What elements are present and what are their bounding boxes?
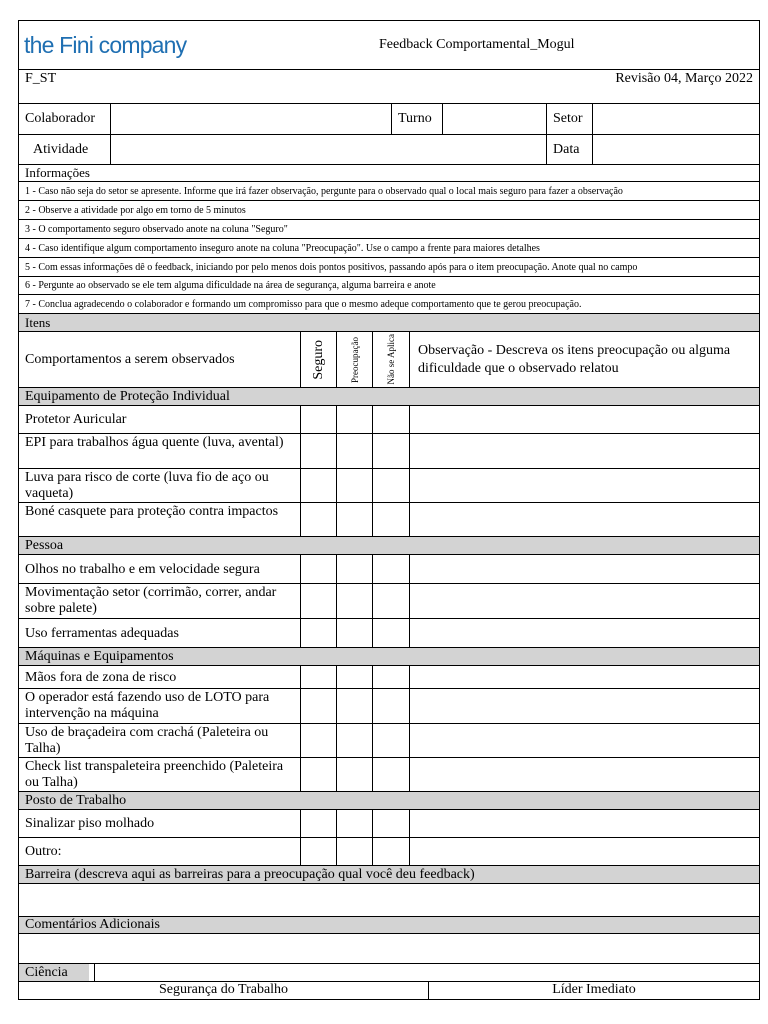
table-row	[18, 689, 760, 724]
setor-label: Setor	[546, 104, 592, 134]
data-field[interactable]	[592, 135, 759, 164]
observacao-field[interactable]	[409, 666, 759, 688]
observacao-field[interactable]	[409, 619, 759, 647]
check-nao-aplica[interactable]	[372, 555, 409, 583]
behavior-label: Movimentação setor (corrimão, correr, andar sobre palete)	[25, 585, 277, 616]
behavior-label: Olhos no trabalho e em velocidade segura	[25, 561, 260, 577]
table-row	[18, 434, 760, 469]
check-seguro[interactable]	[300, 619, 336, 647]
check-nao-aplica[interactable]	[372, 838, 409, 865]
observacao-field[interactable]	[409, 503, 759, 536]
setor-field[interactable]	[592, 104, 759, 134]
comentarios-title-row	[18, 917, 760, 934]
observacao-field[interactable]	[409, 689, 759, 723]
check-seguro[interactable]	[300, 758, 336, 791]
behavior-label: EPI para trabalhos água quente (luva, avental)	[25, 435, 284, 450]
section-title-row	[18, 792, 760, 810]
behavior-label: Uso ferramentas adequadas	[25, 625, 179, 641]
info-line: 6 - Pergunte ao observado se ele tem alguma dificuldade na área de segurança, alguma barreira e anote	[18, 277, 760, 295]
observacao-field[interactable]	[409, 724, 759, 757]
company-logo: the Fini company	[24, 31, 187, 58]
form-title: Feedback Comportamental_Mogul	[379, 37, 575, 52]
check-nao-aplica[interactable]	[372, 469, 409, 502]
info-title: Informações	[25, 165, 90, 180]
check-preocupacao[interactable]	[336, 810, 372, 837]
barreira-title-row	[18, 866, 760, 884]
check-preocupacao[interactable]	[336, 758, 372, 791]
behavior-label: Boné casquete para proteção contra impactos	[25, 504, 279, 519]
observacao-field[interactable]	[409, 406, 759, 433]
behavior-label: Check list transpaleteira preenchido (Paleteira ou Talha)	[25, 759, 284, 790]
info-line: 4 - Caso identifique algum comportamento inseguro anote na coluna "Preocupação". Use o campo a frente para maiores detalhes	[18, 239, 760, 258]
check-nao-aplica[interactable]	[372, 689, 409, 723]
check-seguro[interactable]	[300, 469, 336, 502]
barreira-title: Barreira (descreva aqui as barreiras para a preocupação qual você deu feedback)	[25, 866, 475, 882]
form-code-row	[18, 70, 760, 104]
observacao-field[interactable]	[409, 555, 759, 583]
table-row	[18, 758, 760, 792]
check-nao-aplica[interactable]	[372, 758, 409, 791]
ciencia-field[interactable]	[94, 964, 759, 981]
col-observacao: Observação - Descreva os itens preocupação ou alguma dificuldade que o observado relatou	[409, 332, 759, 387]
check-preocupacao[interactable]	[336, 689, 372, 723]
signature-lider: Líder Imediato	[428, 982, 759, 999]
colaborador-label: Colaborador	[25, 111, 95, 126]
check-seguro[interactable]	[300, 434, 336, 468]
check-nao-aplica[interactable]	[372, 666, 409, 688]
signature-seguranca: Segurança do Trabalho	[158, 982, 289, 997]
items-header-row	[18, 332, 760, 388]
check-preocupacao[interactable]	[336, 555, 372, 583]
behavior-label: Sinalizar piso molhado	[25, 816, 155, 831]
itens-title: Itens	[25, 314, 51, 330]
turno-label: Turno	[391, 104, 442, 134]
table-row	[18, 666, 760, 689]
check-seguro[interactable]	[300, 689, 336, 723]
section-title: Máquinas e Equipamentos	[25, 648, 174, 664]
behavior-label: O operador está fazendo uso de LOTO para intervenção na máquina	[25, 690, 270, 721]
table-row	[18, 724, 760, 758]
check-seguro[interactable]	[300, 810, 336, 837]
check-seguro[interactable]	[300, 724, 336, 757]
check-seguro[interactable]	[300, 503, 336, 536]
form-revision: Revisão 04, Março 2022	[615, 71, 753, 86]
atividade-field[interactable]	[110, 135, 546, 164]
section-title-row	[18, 537, 760, 555]
col-preocupacao: Preocupação	[336, 332, 372, 387]
check-seguro[interactable]	[300, 406, 336, 433]
table-row	[18, 555, 760, 584]
section-title: Posto de Trabalho	[25, 792, 127, 808]
check-seguro[interactable]	[300, 555, 336, 583]
atividade-row	[18, 135, 760, 165]
table-row	[18, 584, 760, 619]
observacao-field[interactable]	[409, 469, 759, 502]
check-preocupacao[interactable]	[336, 724, 372, 757]
table-row	[18, 406, 760, 434]
table-row	[18, 810, 760, 838]
table-row	[18, 469, 760, 503]
feedback-form	[18, 20, 760, 1000]
check-preocupacao[interactable]	[336, 434, 372, 468]
check-seguro[interactable]	[300, 838, 336, 865]
comentarios-title: Comentários Adicionais	[25, 917, 160, 932]
check-nao-aplica[interactable]	[372, 724, 409, 757]
info-title-row	[18, 165, 760, 182]
table-row	[18, 619, 760, 648]
sections-container	[18, 388, 760, 866]
info-line: 1 - Caso não seja do setor se apresente. Informe que irá fazer observação, pergunte para o observado qual o local mais seguro para fazer a observação	[18, 182, 760, 201]
col-nao-aplica: Não se Aplica	[372, 332, 409, 387]
info-line: 5 - Com essas informações dê o feedback, iniciando por pelo menos dois pontos positivos, passando após para o item preocupação. Anote qual no campo	[18, 258, 760, 277]
behavior-label: Luva para risco de corte (luva fio de aço ou vaqueta)	[25, 470, 269, 501]
ciencia-label: Ciência	[19, 964, 89, 981]
check-preocupacao[interactable]	[336, 584, 372, 618]
behavior-label: Protetor Auricular	[25, 412, 127, 427]
barreira-field[interactable]	[18, 884, 760, 917]
check-preocupacao[interactable]	[336, 406, 372, 433]
check-nao-aplica[interactable]	[372, 434, 409, 468]
check-preocupacao[interactable]	[336, 503, 372, 536]
check-nao-aplica[interactable]	[372, 406, 409, 433]
observacao-field[interactable]	[409, 434, 759, 468]
check-nao-aplica[interactable]	[372, 619, 409, 647]
itens-title-row	[18, 314, 760, 332]
section-title-row	[18, 648, 760, 666]
data-label: Data	[546, 135, 592, 164]
section-title-row	[18, 388, 760, 406]
behavior-label: Outro:	[25, 844, 62, 859]
check-preocupacao[interactable]	[336, 838, 372, 865]
colaborador-field[interactable]	[110, 104, 391, 134]
colaborador-row	[18, 104, 760, 135]
col-seguro: Seguro	[300, 332, 336, 387]
info-line: 2 - Observe a atividade por algo em torno de 5 minutos	[18, 201, 760, 220]
behavior-label: Mãos fora de zona de risco	[25, 669, 177, 685]
section-title: Equipamento de Proteção Individual	[25, 388, 230, 404]
turno-field[interactable]	[442, 104, 546, 134]
observacao-field[interactable]	[409, 838, 759, 865]
info-line: 7 - Conclua agradecendo o colaborador e formando um compromisso para que o mesmo adeque comportamento que te gerou preocupação.	[18, 295, 760, 314]
atividade-label: Atividade	[33, 141, 89, 157]
form-header	[18, 20, 760, 70]
check-preocupacao[interactable]	[336, 619, 372, 647]
form-code: F_ST	[25, 71, 57, 86]
check-preocupacao[interactable]	[336, 469, 372, 502]
table-row	[18, 838, 760, 866]
check-seguro[interactable]	[300, 666, 336, 688]
check-nao-aplica[interactable]	[372, 584, 409, 618]
comentarios-field[interactable]	[18, 934, 760, 964]
check-nao-aplica[interactable]	[372, 503, 409, 536]
observacao-field[interactable]	[409, 810, 759, 837]
ciencia-row	[18, 964, 760, 982]
observacao-field[interactable]	[409, 584, 759, 618]
section-title: Pessoa	[25, 537, 64, 553]
table-row	[18, 503, 760, 537]
behavior-label: Uso de braçadeira com crachá (Paleteira ou Talha)	[25, 725, 269, 756]
col-behaviors: Comportamentos a serem observados	[25, 351, 235, 367]
observacao-field[interactable]	[409, 758, 759, 791]
signature-row	[18, 982, 760, 1000]
check-seguro[interactable]	[300, 584, 336, 618]
info-line: 3 - O comportamento seguro observado anote na coluna "Seguro"	[18, 220, 760, 239]
check-nao-aplica[interactable]	[372, 810, 409, 837]
check-preocupacao[interactable]	[336, 666, 372, 688]
